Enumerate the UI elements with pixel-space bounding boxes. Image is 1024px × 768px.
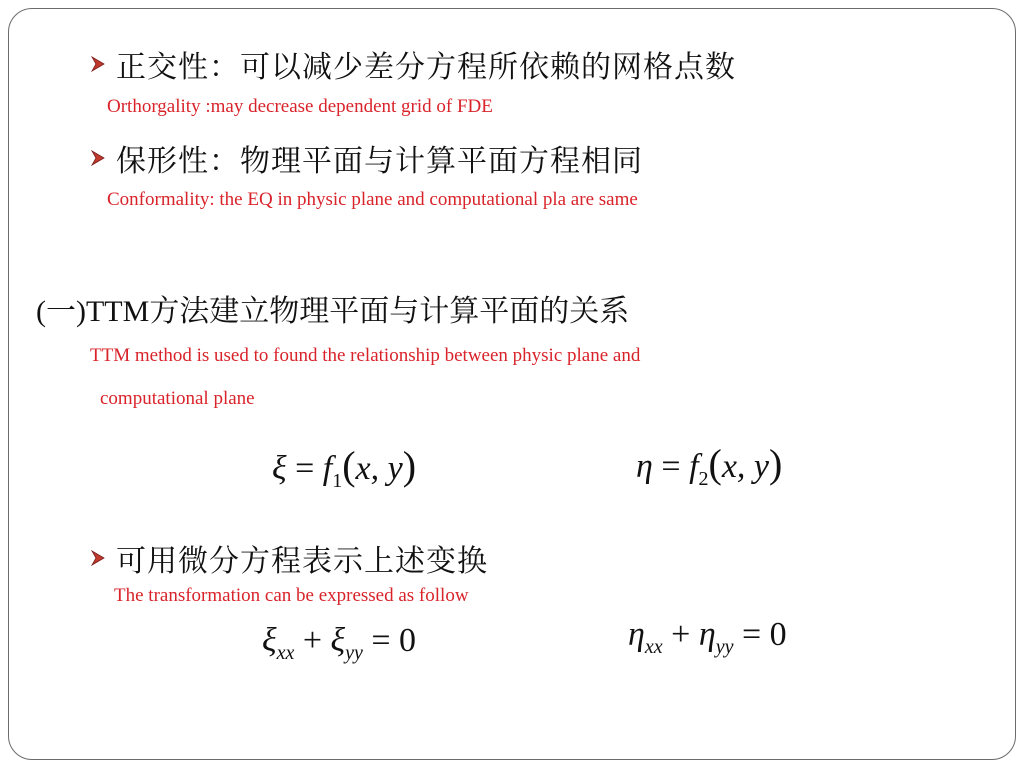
eq-xil-symbol1: ξ <box>262 622 277 659</box>
eq-xil-plus: + <box>302 622 323 659</box>
eq-eta-equals: = <box>661 448 681 485</box>
eq-xil-equals: = <box>371 622 391 659</box>
bullet-orthogonality <box>90 42 736 86</box>
arrow-bullet-icon <box>90 149 106 167</box>
slide-frame <box>8 8 1016 760</box>
bullet-transformation-en: The transformation can be expressed as follow <box>114 585 469 606</box>
section-en-line1: TTM method is used to found the relationship between physic plane and <box>90 345 641 366</box>
section-heading <box>36 286 629 330</box>
equation-eta-laplace <box>628 616 787 659</box>
bullet-orthogonality-en: Orthorgality :may decrease dependent grid of FDE <box>107 96 493 117</box>
bullet-orthogonality-text: 正交性：可以减少差分方程所依赖的网格点数 <box>116 50 736 85</box>
eq-xil-sub1: xx <box>276 642 295 664</box>
section-title-zh: 方法建立物理平面与计算平面的关系 <box>149 294 630 329</box>
section-prefix: (一) <box>36 295 86 328</box>
eq-eta-subscript: 2 <box>698 468 709 490</box>
eq-etal-sub2: yy <box>715 636 734 658</box>
eq-etal-symbol2: η <box>698 616 716 653</box>
equation-xi-laplace <box>262 622 416 665</box>
equation-eta-map: $\eta = f_2(x$, y) <box>636 441 783 490</box>
eq-eta-symbol: η <box>636 448 653 485</box>
bullet-transformation-text: 可用微分方程表示上述变换 <box>116 544 488 579</box>
eq-xi-args: x, y <box>355 450 403 487</box>
eq-xil-symbol2: ξ <box>330 622 346 659</box>
eq-etal-equals: = <box>741 616 762 653</box>
eq-etal-sub1: xx <box>644 636 663 658</box>
eq-xi-function: f <box>322 450 333 487</box>
eq-xi-equals: = <box>295 450 315 487</box>
equation-xi-map: $\xi = f_1(x$, y) <box>272 443 417 492</box>
arrow-bullet-icon <box>90 55 106 73</box>
eq-xi-subscript: 1 <box>332 470 343 492</box>
bullet-conformality-text: 保形性：物理平面与计算平面方程相同 <box>116 144 643 179</box>
eq-etal-symbol1: η <box>628 616 645 653</box>
bullet-conformality <box>90 136 643 180</box>
eq-eta-function: f <box>689 448 699 485</box>
eq-xil-sub2: yy <box>345 642 363 664</box>
section-en-line2: computational plane <box>100 388 255 409</box>
arrow-bullet-icon <box>90 549 106 567</box>
eq-eta-args: x, y <box>721 448 770 485</box>
bullet-transformation <box>90 536 488 580</box>
eq-xi-symbol: ξ <box>272 450 287 487</box>
section-ttm: TTM <box>85 295 150 328</box>
eq-xil-rhs: 0 <box>399 622 417 659</box>
eq-etal-rhs: 0 <box>769 616 787 653</box>
bullet-conformality-en: Conformality: the EQ in physic plane and computational pla are same <box>107 189 638 210</box>
eq-etal-plus: + <box>671 616 691 653</box>
